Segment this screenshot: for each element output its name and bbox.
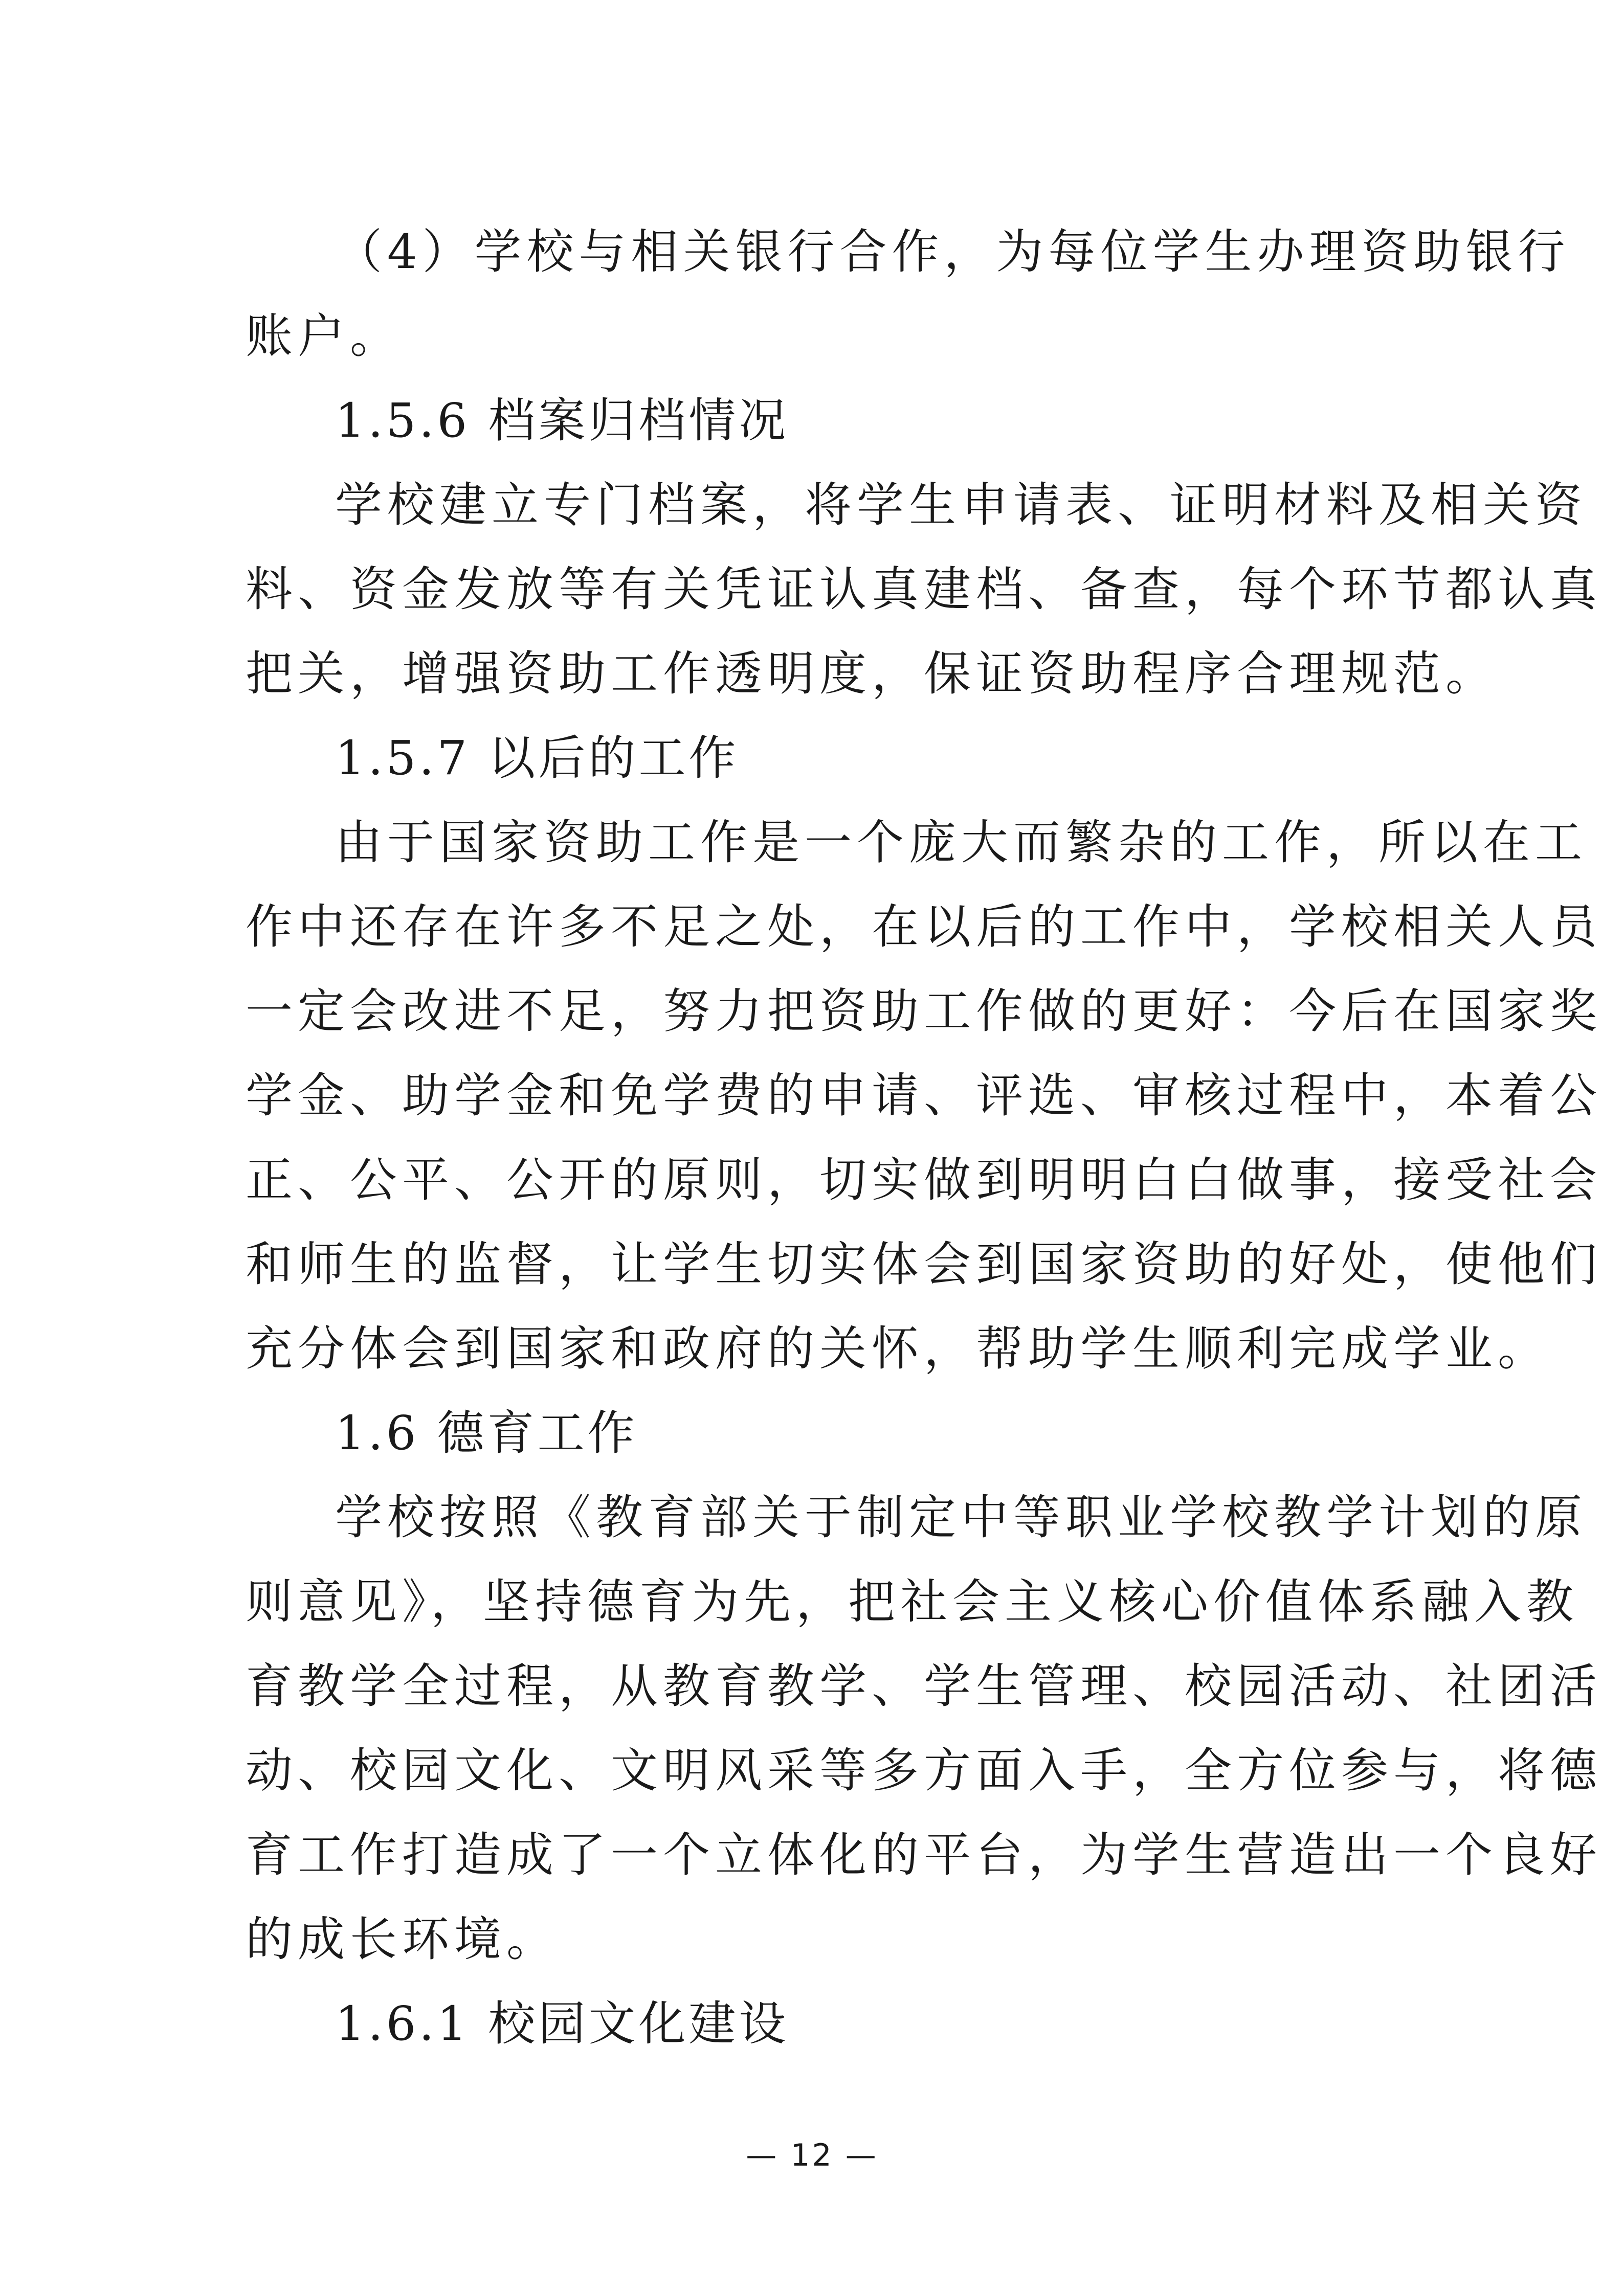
paragraph-line: 料、资金发放等有关凭证认真建档、备查，每个环节都认真 — [246, 562, 1603, 617]
paragraph-line: 充分体会到国家和政府的关怀，帮助学生顺利完成学业。 — [246, 1321, 1550, 1376]
paragraph-line: 学校按照《教育部关于制定中等职业学校教学计划的原 — [335, 1490, 1588, 1545]
paragraph-line: 账户。 — [246, 309, 403, 364]
paragraph-line: 则意见》，坚持德育为先，把社会主义核心价值体系融入教 — [246, 1574, 1579, 1629]
paragraph-line: （4）学校与相关银行合作，为每位学生办理资助银行 — [335, 224, 1570, 279]
paragraph-line: 把关，增强资助工作透明度，保证资助程序合理规范。 — [246, 646, 1498, 701]
paragraph-line: 育工作打造成了一个立体化的平台，为学生营造出一个良好 — [246, 1828, 1603, 1882]
paragraph-line: 由于国家资助工作是一个庞大而繁杂的工作，所以在工 — [335, 815, 1588, 870]
paragraph-line: 学金、助学金和免学费的申请、评选、审核过程中，本着公 — [246, 1068, 1603, 1123]
paragraph-line: 动、校园文化、文明风采等多方面入手，全方位参与，将德 — [246, 1743, 1603, 1798]
section-heading: 1.5.6 档案归档情况 — [335, 393, 789, 448]
page-number: — 12 — — [746, 2137, 878, 2173]
section-heading: 1.5.7 以后的工作 — [335, 731, 739, 785]
section-heading: 1.6 德育工作 — [335, 1406, 638, 1460]
section-heading: 1.6.1 校园文化建设 — [335, 1996, 789, 2051]
paragraph-line: 育教学全过程，从教育教学、学生管理、校园活动、社团活 — [246, 1659, 1603, 1714]
paragraph-line: 和师生的监督，让学生切实体会到国家资助的好处，使他们 — [246, 1237, 1603, 1292]
paragraph-line: 一定会改进不足，努力把资助工作做的更好：今后在国家奖 — [246, 984, 1603, 1039]
document-body — [246, 210, 1603, 2066]
paragraph-line: 正、公平、公开的原则，切实做到明明白白做事，接受社会 — [246, 1153, 1603, 1207]
paragraph-line: 的成长环境。 — [246, 1912, 559, 1967]
paragraph-line: 学校建立专门档案，将学生申请表、证明材料及相关资 — [335, 478, 1588, 532]
paragraph-line: 作中还存在许多不足之处，在以后的工作中，学校相关人员 — [246, 899, 1603, 954]
